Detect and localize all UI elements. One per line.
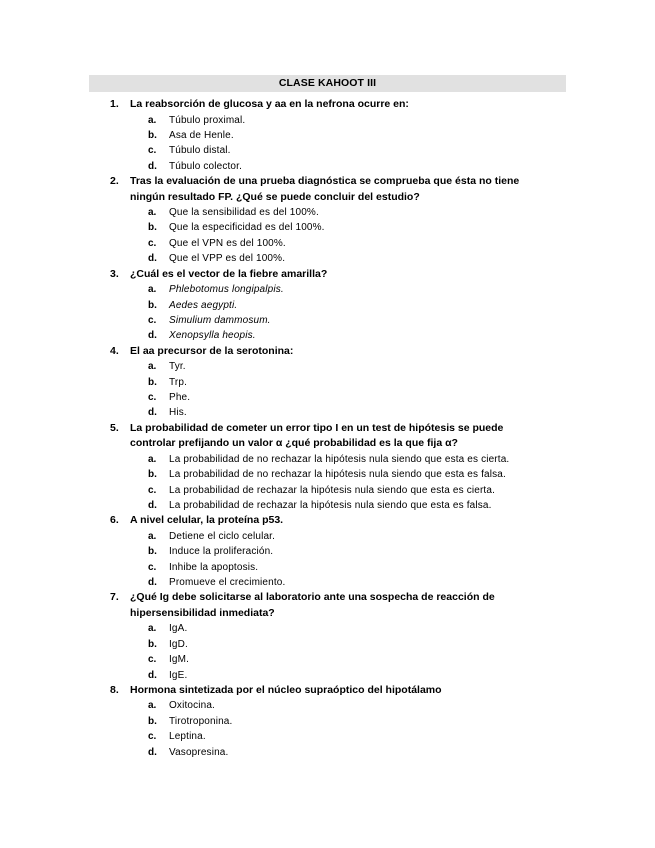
answer-option (0, 729, 655, 744)
option-list (0, 359, 655, 421)
question-2 (0, 174, 655, 267)
option-text: Que la sensibilidad es del 100%. (169, 207, 319, 219)
option-text: Inhibe la apoptosis. (169, 561, 259, 573)
option-text: Vasopresina. (169, 746, 229, 758)
option-letter: d. (148, 253, 157, 265)
option-text: Phe. (169, 391, 191, 403)
option-text: Xenopsylla heopis. (169, 330, 256, 342)
answer-option (0, 529, 655, 544)
option-letter: d. (148, 746, 157, 758)
option-letter: c. (148, 731, 157, 743)
option-text: IgE. (169, 669, 188, 681)
option-text: Túbulo proximal. (169, 114, 246, 126)
question-1 (0, 97, 655, 174)
question-8 (0, 683, 655, 760)
answer-option (0, 652, 655, 667)
option-text: Asa de Henle. (169, 129, 234, 141)
option-list (0, 205, 655, 267)
option-text: Túbulo distal. (169, 145, 231, 157)
question-text: La reabsorción de glucosa y aa en la nefrona ocurre en: (130, 98, 409, 110)
answer-option (0, 483, 655, 498)
answer-option (0, 621, 655, 636)
option-letter: a. (148, 700, 157, 712)
question-text: El aa precursor de la serotonina: (130, 344, 294, 357)
option-text: Detiene el ciclo celular. (169, 530, 276, 542)
answer-option (0, 714, 655, 729)
option-text: Promueve el crecimiento. (169, 576, 286, 588)
answer-option (0, 390, 655, 405)
option-text: La probabilidad de rechazar la hipótesis nula siendo que esta es falsa. (169, 499, 492, 511)
option-letter: a. (148, 623, 157, 635)
question-text: Hormona sintetizada por el núcleo supraóptico del hipotálamo (130, 683, 442, 696)
question-text: A nivel celular, la proteína p53. (130, 514, 284, 527)
option-text: Que el VPN es del 100%. (169, 237, 286, 249)
answer-option (0, 205, 655, 220)
option-letter: a. (148, 361, 157, 373)
answer-option (0, 298, 655, 313)
question-number: 2. (110, 175, 119, 188)
option-letter: c. (148, 237, 157, 249)
option-list (0, 113, 655, 175)
answer-option (0, 359, 655, 374)
question-text: ¿Cuál es el vector de la fiebre amarilla? (130, 267, 328, 280)
option-letter: b. (148, 129, 157, 141)
question-4 (0, 344, 655, 421)
option-text: Que el VPP es del 100%. (169, 253, 286, 265)
option-letter: c. (148, 391, 157, 403)
option-text: Phlebotomus longipalpis. (169, 284, 284, 296)
option-letter: c. (148, 561, 157, 573)
answer-option (0, 313, 655, 328)
option-letter: a. (148, 114, 157, 126)
option-text: Simulium dammosum. (169, 314, 271, 326)
option-letter: a. (148, 530, 157, 542)
option-letter: b. (148, 638, 157, 650)
answer-option (0, 282, 655, 297)
option-letter: b. (148, 222, 157, 234)
answer-option (0, 498, 655, 513)
answer-option (0, 668, 655, 683)
question-text: ¿Qué Ig debe solicitarse al laboratorio ante una sospecha de reacción de hipersensibilidad inmediata? (130, 591, 495, 619)
question-list (0, 97, 655, 760)
option-letter: a. (148, 207, 157, 219)
option-letter: d. (148, 160, 157, 172)
option-text: IgA. (169, 623, 188, 635)
option-text: Que la especificidad es del 100%. (169, 222, 325, 234)
option-text: Túbulo colector. (169, 160, 242, 172)
question-6 (0, 513, 655, 590)
option-letter: d. (148, 576, 157, 588)
answer-option (0, 544, 655, 559)
answer-option (0, 637, 655, 652)
question-3 (0, 267, 655, 344)
option-text: Leptina. (169, 731, 206, 743)
question-number: 1. (110, 98, 119, 110)
question-number: 8. (110, 683, 119, 696)
option-letter: c. (148, 145, 157, 157)
option-text: Trp. (169, 376, 188, 388)
option-list (0, 698, 655, 760)
option-text: Aedes aegypti. (169, 299, 238, 311)
answer-option (0, 220, 655, 235)
option-text: La probabilidad de no rechazar la hipótesis nula siendo que esta es falsa. (169, 469, 506, 481)
option-text: Tyr. (169, 361, 186, 373)
option-letter: a. (148, 453, 157, 465)
option-letter: b. (148, 376, 157, 388)
option-text: La probabilidad de rechazar la hipótesis nula siendo que esta es cierta. (169, 484, 496, 496)
option-text: Induce la proliferación. (169, 546, 274, 558)
answer-option (0, 745, 655, 760)
answer-option (0, 375, 655, 390)
question-number: 5. (110, 421, 119, 434)
answer-option (0, 236, 655, 251)
answer-option (0, 698, 655, 713)
option-letter: d. (148, 669, 157, 681)
document-title: CLASE KAHOOT III (89, 75, 566, 92)
question-number: 3. (110, 267, 119, 280)
answer-option (0, 328, 655, 343)
question-7 (0, 590, 655, 683)
option-letter: b. (148, 715, 157, 727)
option-list (0, 529, 655, 591)
answer-option (0, 405, 655, 420)
option-letter: b. (148, 546, 157, 558)
option-letter: c. (148, 484, 157, 496)
answer-option (0, 113, 655, 128)
option-text: His. (169, 407, 187, 419)
answer-option (0, 143, 655, 158)
question-number: 7. (110, 591, 119, 604)
answer-option (0, 251, 655, 266)
question-number: 6. (110, 514, 119, 527)
option-text: Oxitocina. (169, 700, 215, 712)
question-text: La probabilidad de cometer un error tipo I en un test de hipótesis se puede controlar prefijando un valor α ¿qué probabilidad es la que fija α? (130, 421, 504, 450)
answer-option (0, 128, 655, 143)
option-letter: b. (148, 469, 157, 481)
answer-option (0, 560, 655, 575)
answer-option (0, 575, 655, 590)
answer-option (0, 452, 655, 467)
option-letter: d. (148, 407, 157, 419)
option-letter: c. (148, 654, 157, 666)
option-letter: b. (148, 299, 157, 311)
question-5 (0, 421, 655, 514)
option-letter: a. (148, 284, 157, 296)
option-letter: c. (148, 314, 157, 326)
option-list (0, 282, 655, 344)
option-list (0, 621, 655, 683)
option-text: IgD. (169, 638, 188, 650)
question-number: 4. (110, 344, 119, 357)
option-letter: d. (148, 330, 157, 342)
option-text: Tirotroponina. (169, 715, 233, 727)
answer-option (0, 467, 655, 482)
option-text: IgM. (169, 654, 190, 666)
option-letter: d. (148, 499, 157, 511)
question-text: Tras la evaluación de una prueba diagnóstica se comprueba que ésta no tiene ningún resultado FP. ¿Qué se puede concluir del estudio? (130, 175, 520, 203)
option-list (0, 452, 655, 514)
option-text: La probabilidad de no rechazar la hipótesis nula siendo que esta es cierta. (169, 453, 510, 465)
answer-option (0, 159, 655, 174)
